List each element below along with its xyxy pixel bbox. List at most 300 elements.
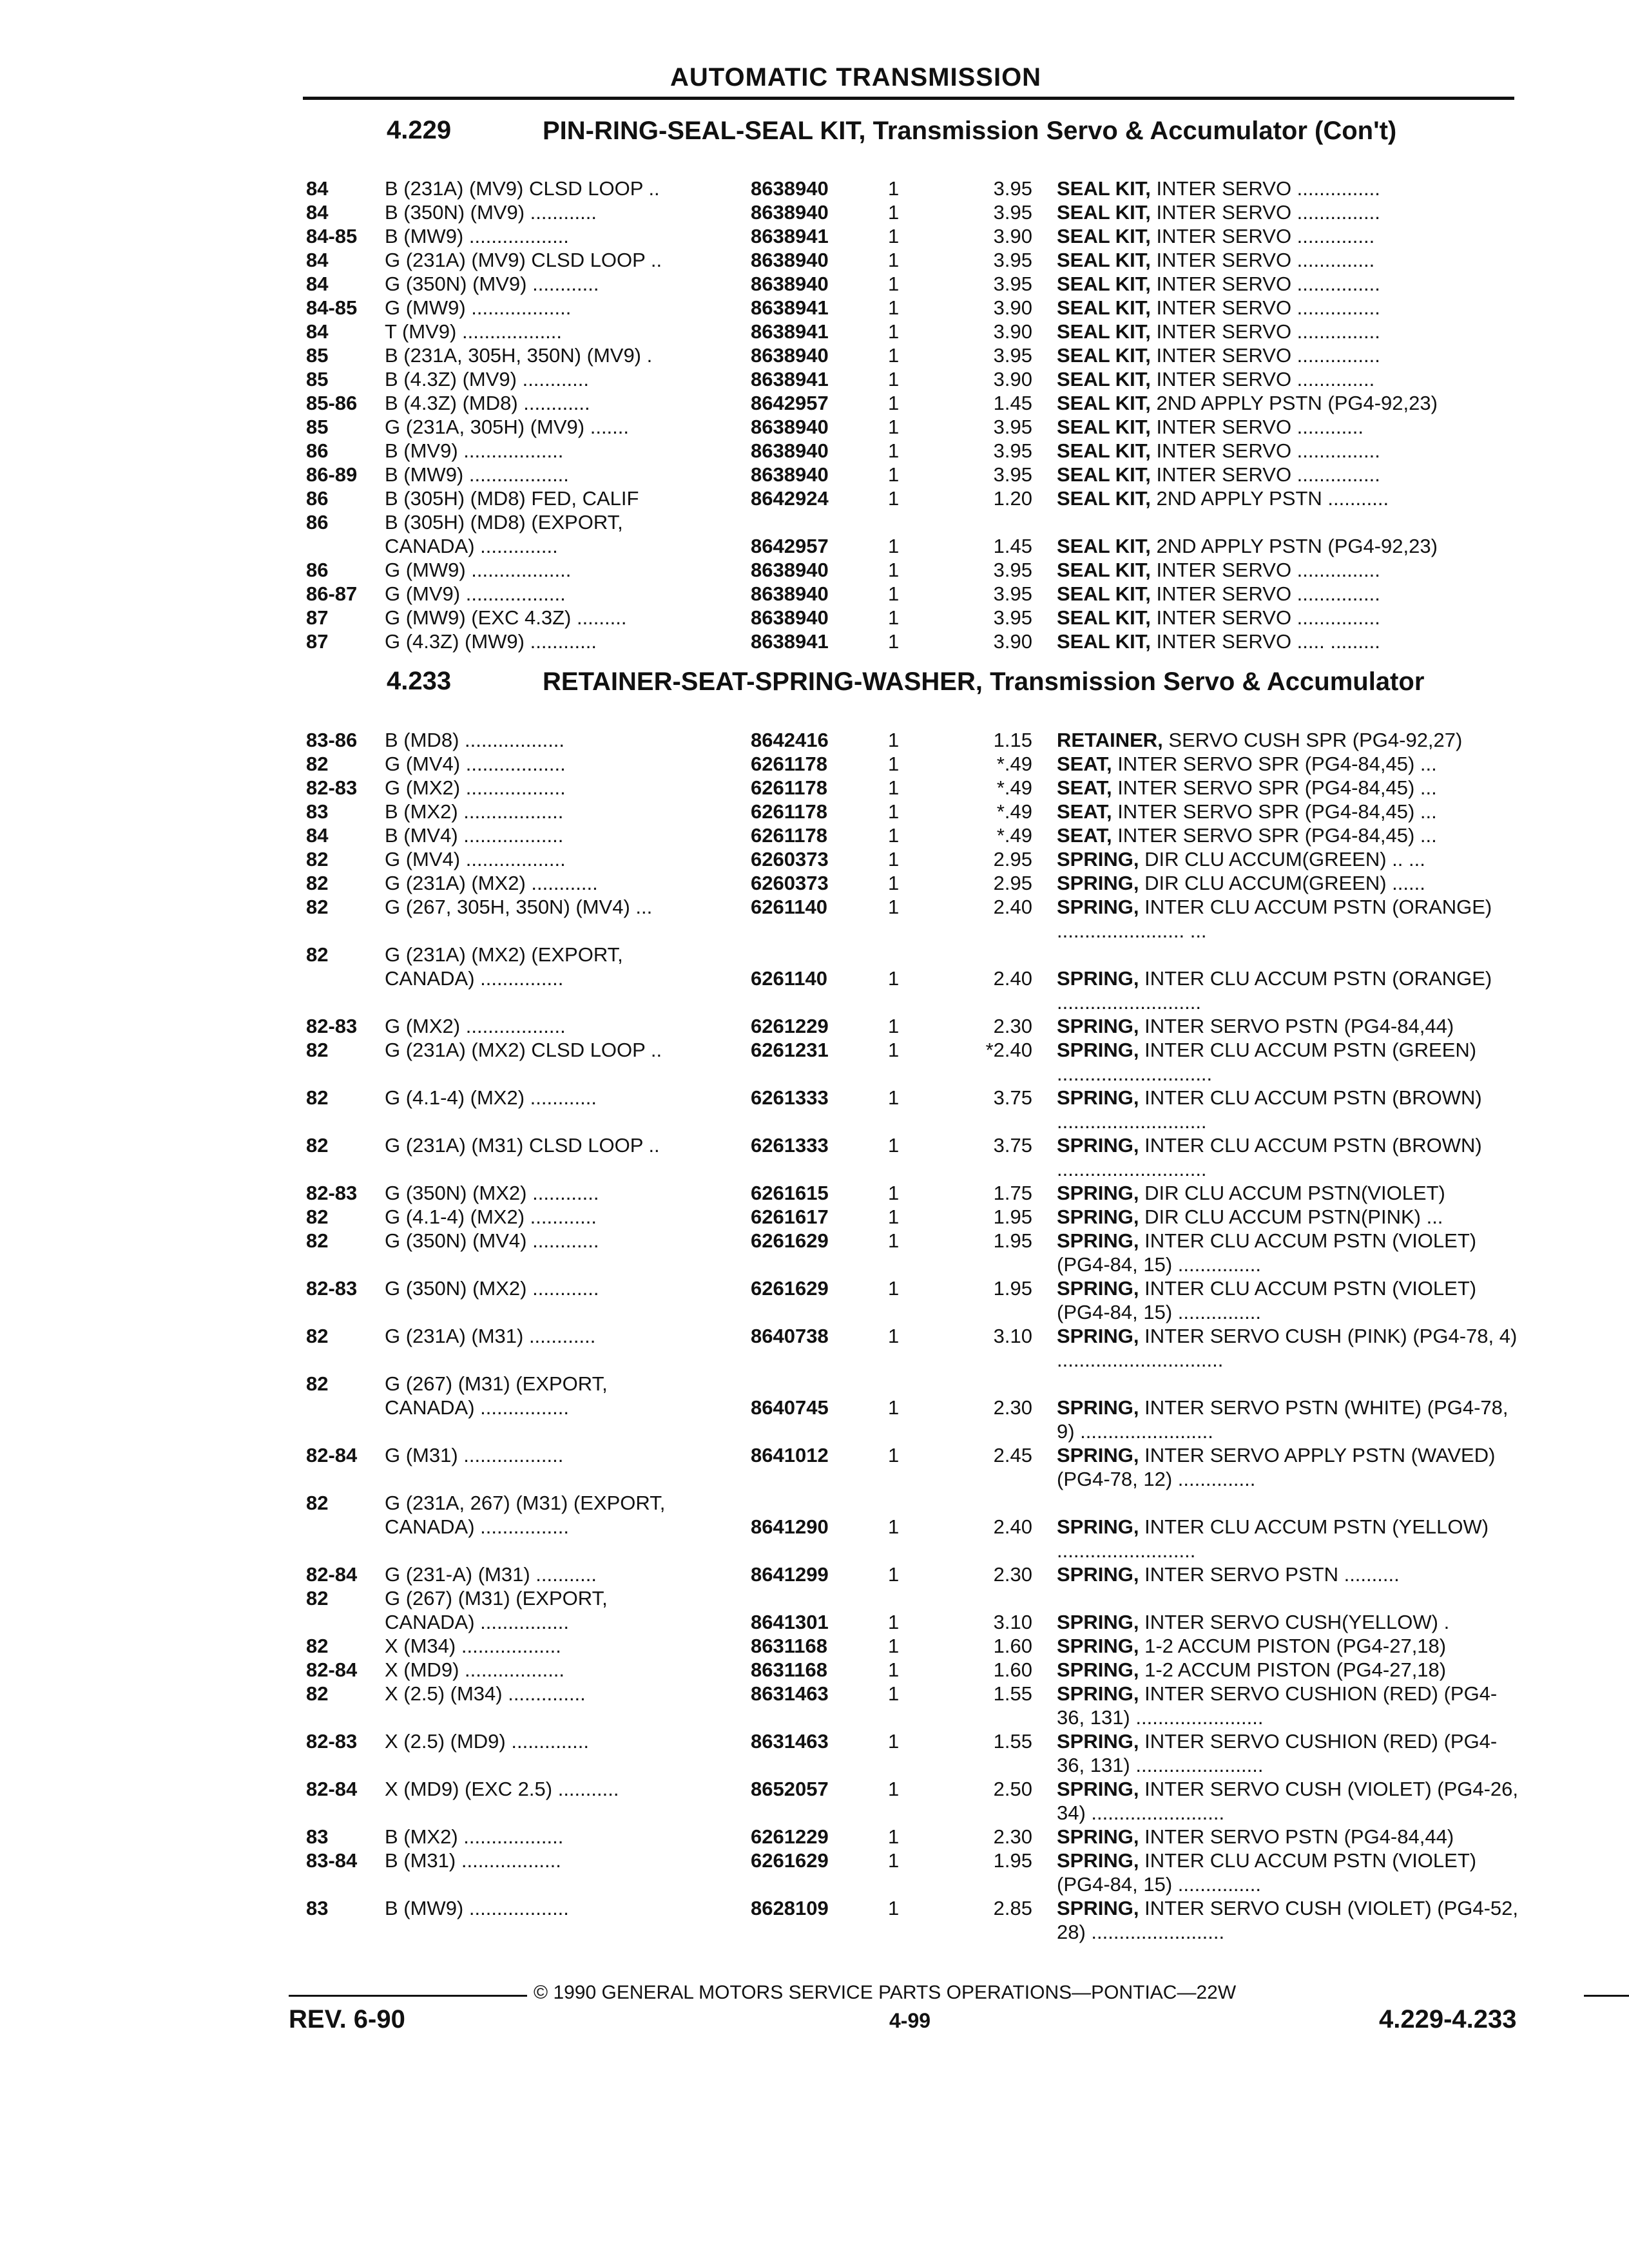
model-cell: CANADA) ................: [385, 1515, 569, 1538]
year-cell: 82: [306, 1587, 329, 1610]
description-keyword: SEAT,: [1057, 824, 1112, 847]
description-text: INTER SERVO ..............: [1156, 225, 1375, 247]
price-cell: 1.95: [993, 1206, 1032, 1228]
description-keyword: SPRING,: [1057, 1658, 1139, 1681]
description-cell: [1057, 606, 1521, 629]
description-text: INTER SERVO ...............: [1156, 559, 1380, 581]
price-cell: *.49: [996, 824, 1032, 847]
description-keyword: SEAL KIT,: [1057, 368, 1151, 390]
description-cell: [1057, 367, 1521, 391]
description-text: INTER SERVO ...............: [1156, 344, 1380, 367]
model-cell: G (MV4) ..................: [385, 848, 566, 870]
year-cell: 82: [306, 1229, 329, 1252]
description-keyword: SPRING,: [1057, 848, 1139, 870]
description-keyword: SPRING,: [1057, 1897, 1139, 1919]
description-cell: [1057, 486, 1521, 510]
description-cell: [1057, 1849, 1521, 1896]
quantity-cell: 1: [888, 1396, 900, 1419]
description-keyword: SPRING,: [1057, 1515, 1139, 1538]
table-row: [0, 510, 1629, 534]
model-cell: G (4.3Z) (MW9) ............: [385, 630, 597, 653]
table-row: [0, 1038, 1629, 1086]
table-row: [0, 776, 1629, 800]
table-row: [0, 728, 1629, 752]
year-cell: 82: [306, 1325, 329, 1347]
description-cell: [1057, 1229, 1521, 1276]
model-cell: B (305H) (MD8) (EXPORT,: [385, 511, 623, 533]
part-number-cell: 8631168: [751, 1658, 827, 1681]
description-text: 1-2 ACCUM PISTON (PG4-27,18): [1144, 1658, 1447, 1681]
price-cell: 3.95: [993, 273, 1032, 295]
description-keyword: SEAL KIT,: [1057, 463, 1151, 486]
table-row: [0, 296, 1629, 320]
quantity-cell: 1: [888, 824, 900, 847]
price-cell: 3.90: [993, 296, 1032, 319]
description-keyword: SPRING,: [1057, 1444, 1139, 1466]
model-cell: CANADA) ................: [385, 1611, 569, 1633]
year-cell: 82: [306, 896, 329, 918]
price-cell: 3.95: [993, 463, 1032, 486]
price-cell: 1.95: [993, 1849, 1032, 1872]
description-cell: [1057, 1086, 1521, 1133]
quantity-cell: 1: [888, 368, 900, 390]
description-keyword: SEAL KIT,: [1057, 273, 1151, 295]
description-keyword: SEAL KIT,: [1057, 535, 1151, 557]
model-cell: X (M34) ..................: [385, 1635, 561, 1657]
table-row: [0, 224, 1629, 248]
part-number-cell: 8640745: [751, 1396, 829, 1419]
price-cell: 3.75: [993, 1086, 1032, 1109]
table-row: [0, 871, 1629, 895]
year-cell: 83: [306, 800, 329, 823]
description-text: INTER CLU ACCUM PSTN (ORANGE) ..........................: [1057, 967, 1492, 1014]
model-cell: B (MD8) ..................: [385, 729, 565, 751]
description-cell: [1057, 463, 1521, 486]
quantity-cell: 1: [888, 630, 900, 653]
description-keyword: SEAL KIT,: [1057, 630, 1151, 653]
description-text: INTER CLU ACCUM PSTN (VIOLET) (PG4-84, 15) ...............: [1057, 1229, 1477, 1276]
table-row: [0, 943, 1629, 966]
model-cell: G (267) (M31) (EXPORT,: [385, 1372, 608, 1395]
part-number-cell: 8638941: [751, 630, 829, 653]
model-cell: G (350N) (MV9) ............: [385, 273, 599, 295]
price-cell: 3.95: [993, 249, 1032, 271]
model-cell: CANADA) ..............: [385, 535, 558, 557]
year-cell: 84: [306, 177, 329, 200]
model-cell: B (MX2) ..................: [385, 800, 564, 823]
model-cell: G (231A) (M31) ............: [385, 1325, 596, 1347]
description-cell: [1057, 439, 1521, 463]
price-cell: 3.90: [993, 630, 1032, 653]
model-cell: B (4.3Z) (MD8) ............: [385, 392, 590, 414]
part-number-cell: 8640738: [751, 1325, 829, 1347]
description-keyword: SEAL KIT,: [1057, 320, 1151, 343]
table-row: [0, 1634, 1629, 1658]
table-row: [0, 320, 1629, 343]
description-keyword: SPRING,: [1057, 1396, 1139, 1419]
year-cell: 86-89: [306, 463, 358, 486]
quantity-cell: 1: [888, 1325, 900, 1347]
description-keyword: SPRING,: [1057, 1778, 1139, 1800]
description-keyword: SPRING,: [1057, 1229, 1139, 1252]
quantity-cell: 1: [888, 1277, 900, 1300]
description-keyword: SEAL KIT,: [1057, 177, 1151, 200]
year-cell: 83: [306, 1897, 329, 1919]
description-cell: [1057, 272, 1521, 296]
description-text: INTER SERVO ...............: [1156, 606, 1380, 629]
table-row: [0, 847, 1629, 871]
footer-rule-right: [1584, 1995, 1629, 1997]
quantity-cell: 1: [888, 1134, 900, 1157]
part-number-cell: 6261178: [751, 776, 827, 799]
description-cell: [1057, 752, 1521, 776]
quantity-cell: 1: [888, 1515, 900, 1538]
price-cell: 3.95: [993, 201, 1032, 224]
description-text: SERVO CUSH SPR (PG4-92,27): [1168, 729, 1463, 751]
part-number-cell: 6261178: [751, 824, 827, 847]
description-keyword: SPRING,: [1057, 1206, 1139, 1228]
price-cell: 2.30: [993, 1825, 1032, 1848]
description-keyword: SEAL KIT,: [1057, 392, 1151, 414]
quantity-cell: 1: [888, 1635, 900, 1657]
part-number-cell: 8638940: [751, 177, 829, 200]
year-cell: 82: [306, 848, 329, 870]
year-cell: 82-84: [306, 1778, 358, 1800]
year-cell: 84: [306, 320, 329, 343]
part-number-cell: 8638940: [751, 582, 829, 605]
year-cell: 82: [306, 753, 329, 775]
description-text: INTER SERVO ...............: [1156, 273, 1380, 295]
quantity-cell: 1: [888, 392, 900, 414]
quantity-cell: 1: [888, 1182, 900, 1204]
model-cell: B (MW9) ..................: [385, 463, 569, 486]
part-number-cell: 8631463: [751, 1730, 829, 1753]
price-cell: 1.60: [993, 1635, 1032, 1657]
description-cell: [1057, 800, 1521, 823]
table-row: [0, 1586, 1629, 1610]
description-keyword: SPRING,: [1057, 967, 1139, 990]
description-keyword: SPRING,: [1057, 1277, 1139, 1300]
year-cell: 82: [306, 1492, 329, 1514]
description-keyword: SEAT,: [1057, 776, 1112, 799]
description-cell: [1057, 629, 1521, 653]
part-number-cell: 6261333: [751, 1134, 829, 1157]
price-cell: 3.95: [993, 559, 1032, 581]
table-row: [0, 606, 1629, 629]
quantity-cell: 1: [888, 1563, 900, 1586]
part-number-cell: 6261229: [751, 1825, 829, 1848]
model-cell: G (231A) (MV9) CLSD LOOP ..: [385, 249, 662, 271]
description-keyword: SEAT,: [1057, 800, 1112, 823]
description-text: INTER CLU ACCUM PSTN (GREEN) ............................: [1057, 1039, 1477, 1085]
price-cell: 3.10: [993, 1325, 1032, 1347]
description-cell: [1057, 534, 1521, 558]
table-row: [0, 1825, 1629, 1849]
quantity-cell: 1: [888, 439, 900, 462]
year-cell: 82-83: [306, 1015, 358, 1037]
description-keyword: SPRING,: [1057, 1611, 1139, 1633]
part-number-cell: 8638940: [751, 559, 829, 581]
description-keyword: SEAL KIT,: [1057, 606, 1151, 629]
description-cell: [1057, 1825, 1521, 1849]
model-cell: G (231A) (MX2) ............: [385, 872, 598, 894]
quantity-cell: 1: [888, 249, 900, 271]
part-number-cell: 6261617: [751, 1206, 829, 1228]
quantity-cell: 1: [888, 606, 900, 629]
section-number: 4.229: [387, 116, 452, 144]
part-number-cell: 8638941: [751, 225, 829, 247]
description-keyword: SPRING,: [1057, 1563, 1139, 1586]
model-cell: G (350N) (MX2) ............: [385, 1182, 599, 1204]
year-cell: 87: [306, 606, 329, 629]
model-cell: G (MV4) ..................: [385, 753, 566, 775]
quantity-cell: 1: [888, 296, 900, 319]
quantity-cell: 1: [888, 1730, 900, 1753]
part-number-cell: 8638940: [751, 463, 829, 486]
table-row: [0, 1896, 1629, 1944]
year-cell: 82: [306, 1134, 329, 1157]
description-cell: [1057, 391, 1521, 415]
year-cell: 83-86: [306, 729, 358, 751]
table-row: [0, 1014, 1629, 1038]
price-cell: 1.95: [993, 1277, 1032, 1300]
description-text: INTER SERVO CUSH (PINK) (PG4-78, 4) ..............................: [1057, 1325, 1518, 1371]
price-cell: 3.95: [993, 416, 1032, 438]
description-cell: [1057, 1324, 1521, 1372]
quantity-cell: 1: [888, 872, 900, 894]
footer-rule-left: [289, 1995, 527, 1997]
description-keyword: SEAL KIT,: [1057, 439, 1151, 462]
model-cell: G (231A) (MX2) CLSD LOOP ..: [385, 1039, 662, 1061]
part-number-cell: 8638940: [751, 439, 829, 462]
part-number-cell: 8638941: [751, 296, 829, 319]
description-text: INTER SERVO CUSH (VIOLET) (PG4-26, 34) ........................: [1057, 1778, 1519, 1824]
table-row: [0, 343, 1629, 367]
table-row: [0, 895, 1629, 943]
price-cell: 1.15: [993, 729, 1032, 751]
model-cell: G (4.1-4) (MX2) ............: [385, 1206, 597, 1228]
price-cell: *2.40: [985, 1039, 1032, 1061]
section-title: PIN-RING-SEAL-SEAL KIT, Transmission Servo & Accumulator (Con't): [543, 117, 1397, 145]
description-cell: [1057, 1682, 1521, 1729]
quantity-cell: 1: [888, 559, 900, 581]
description-text: INTER SERVO ...............: [1156, 296, 1380, 319]
price-cell: 2.30: [993, 1015, 1032, 1037]
part-number-cell: 8638940: [751, 201, 829, 224]
table-row: [0, 415, 1629, 439]
description-text: INTER SERVO ...............: [1156, 439, 1380, 462]
description-text: INTER SERVO PSTN (PG4-84,44): [1144, 1825, 1454, 1848]
description-text: INTER SERVO CUSH(YELLOW) .: [1144, 1611, 1450, 1633]
description-keyword: SEAT,: [1057, 753, 1112, 775]
model-cell: B (MV9) ..................: [385, 439, 564, 462]
table-row: [0, 1229, 1629, 1276]
table-row: [0, 534, 1629, 558]
quantity-cell: 1: [888, 776, 900, 799]
quantity-cell: 1: [888, 1682, 900, 1705]
description-cell: [1057, 177, 1521, 200]
year-cell: 82-84: [306, 1658, 358, 1681]
price-cell: 3.95: [993, 177, 1032, 200]
page-range: 4.229-4.233: [1379, 2005, 1517, 2033]
model-cell: X (2.5) (MD9) ..............: [385, 1730, 589, 1753]
model-cell: B (MW9) ..................: [385, 1897, 569, 1919]
description-cell: [1057, 582, 1521, 606]
table-row: [0, 1133, 1629, 1181]
year-cell: 86: [306, 511, 329, 533]
description-cell: [1057, 776, 1521, 800]
description-cell: [1057, 248, 1521, 272]
quantity-cell: 1: [888, 1229, 900, 1252]
quantity-cell: 1: [888, 1658, 900, 1681]
description-cell: [1057, 1205, 1521, 1229]
price-cell: 3.75: [993, 1134, 1032, 1157]
price-cell: 1.45: [993, 392, 1032, 414]
description-text: 2ND APPLY PSTN ...........: [1156, 487, 1389, 510]
price-cell: 2.40: [993, 896, 1032, 918]
description-cell: [1057, 1515, 1521, 1562]
description-cell: [1057, 895, 1521, 943]
model-cell: G (350N) (MV4) ............: [385, 1229, 599, 1252]
description-cell: [1057, 871, 1521, 895]
model-cell: X (MD9) ..................: [385, 1658, 565, 1681]
quantity-cell: 1: [888, 487, 900, 510]
description-keyword: SPRING,: [1057, 1325, 1139, 1347]
description-cell: [1057, 224, 1521, 248]
quantity-cell: 1: [888, 201, 900, 224]
quantity-cell: 1: [888, 177, 900, 200]
description-keyword: SPRING,: [1057, 1849, 1139, 1872]
model-cell: G (267, 305H, 350N) (MV4) ...: [385, 896, 653, 918]
year-cell: 83: [306, 1825, 329, 1848]
price-cell: 3.95: [993, 439, 1032, 462]
quantity-cell: 1: [888, 320, 900, 343]
description-cell: [1057, 1038, 1521, 1086]
description-text: DIR CLU ACCUM PSTN(PINK) ...: [1144, 1206, 1443, 1228]
part-number-cell: 8638941: [751, 320, 829, 343]
description-text: INTER SERVO ...............: [1156, 320, 1380, 343]
description-text: INTER SERVO CUSHION (RED) (PG4-36, 131) .......................: [1057, 1730, 1498, 1776]
price-cell: 2.50: [993, 1778, 1032, 1800]
quantity-cell: 1: [888, 1897, 900, 1919]
quantity-cell: 1: [888, 1444, 900, 1466]
description-cell: [1057, 1133, 1521, 1181]
model-cell: G (267) (M31) (EXPORT,: [385, 1587, 608, 1610]
table-row: [0, 966, 1629, 1014]
price-cell: 3.90: [993, 225, 1032, 247]
description-text: INTER SERVO APPLY PSTN (WAVED) (PG4-78, 12) ..............: [1057, 1444, 1496, 1490]
quantity-cell: 1: [888, 535, 900, 557]
description-text: INTER CLU ACCUM PSTN (BROWN) ...........................: [1057, 1086, 1482, 1133]
quantity-cell: 1: [888, 729, 900, 751]
price-cell: 2.95: [993, 872, 1032, 894]
description-text: INTER SERVO ...............: [1156, 201, 1380, 224]
price-cell: 1.75: [993, 1182, 1032, 1204]
top-rule: [303, 97, 1514, 100]
part-number-cell: 8642957: [751, 535, 829, 557]
revision-label: REV. 6-90: [289, 2005, 405, 2033]
description-keyword: SEAL KIT,: [1057, 225, 1151, 247]
model-cell: G (MW9) ..................: [385, 296, 572, 319]
price-cell: 2.40: [993, 967, 1032, 990]
price-cell: 1.55: [993, 1730, 1032, 1753]
table-row: [0, 1515, 1629, 1562]
year-cell: 86-87: [306, 582, 358, 605]
quantity-cell: 1: [888, 1825, 900, 1848]
table-row: [0, 1086, 1629, 1133]
model-cell: G (231A, 267) (M31) (EXPORT,: [385, 1492, 666, 1514]
description-cell: [1057, 1634, 1521, 1658]
year-cell: 84: [306, 249, 329, 271]
part-number-cell: 8641012: [751, 1444, 829, 1466]
year-cell: 85-86: [306, 392, 358, 414]
model-cell: T (MV9) ..................: [385, 320, 563, 343]
quantity-cell: 1: [888, 1778, 900, 1800]
part-number-cell: 8631463: [751, 1682, 829, 1705]
description-text: DIR CLU ACCUM(GREEN) ......: [1144, 872, 1425, 894]
part-number-cell: 6261140: [751, 896, 827, 918]
price-cell: *.49: [996, 753, 1032, 775]
model-cell: B (305H) (MD8) FED, CALIF: [385, 487, 639, 510]
description-keyword: SEAL KIT,: [1057, 487, 1151, 510]
model-cell: B (231A, 305H, 350N) (MV9) .: [385, 344, 653, 367]
description-text: INTER SERVO ..... .........: [1156, 630, 1380, 653]
part-number-cell: 8638940: [751, 249, 829, 271]
description-keyword: SPRING,: [1057, 872, 1139, 894]
part-number-cell: 8631168: [751, 1635, 827, 1657]
description-keyword: SPRING,: [1057, 896, 1139, 918]
part-number-cell: 8628109: [751, 1897, 829, 1919]
part-number-cell: 6261140: [751, 967, 827, 990]
table-row: [0, 558, 1629, 582]
description-cell: [1057, 1396, 1521, 1443]
part-number-cell: 6261178: [751, 753, 827, 775]
table-row: [0, 582, 1629, 606]
description-text: DIR CLU ACCUM(GREEN) .. ...: [1144, 848, 1425, 870]
table-row: [0, 1205, 1629, 1229]
description-text: INTER SERVO SPR (PG4-84,45) ...: [1117, 776, 1437, 799]
table-row: [0, 800, 1629, 823]
year-cell: 82-83: [306, 1277, 358, 1300]
price-cell: 2.95: [993, 848, 1032, 870]
table-row: [0, 1849, 1629, 1896]
model-cell: X (2.5) (M34) ..............: [385, 1682, 586, 1705]
model-cell: G (MX2) ..................: [385, 776, 566, 799]
quantity-cell: 1: [888, 582, 900, 605]
model-cell: B (231A) (MV9) CLSD LOOP ..: [385, 177, 660, 200]
price-cell: 3.95: [993, 606, 1032, 629]
model-cell: G (M31) ..................: [385, 1444, 564, 1466]
year-cell: 84: [306, 824, 329, 847]
table-row: [0, 367, 1629, 391]
price-cell: *.49: [996, 800, 1032, 823]
year-cell: 84: [306, 273, 329, 295]
year-cell: 86: [306, 559, 329, 581]
year-cell: 84-85: [306, 296, 358, 319]
price-cell: *.49: [996, 776, 1032, 799]
model-cell: B (MV4) ..................: [385, 824, 564, 847]
price-cell: 1.60: [993, 1658, 1032, 1681]
rows-4229: [0, 177, 1629, 653]
description-cell: [1057, 1443, 1521, 1491]
year-cell: 82: [306, 1039, 329, 1061]
table-row: [0, 752, 1629, 776]
quantity-cell: 1: [888, 1039, 900, 1061]
description-cell: [1057, 1181, 1521, 1205]
year-cell: 86: [306, 439, 329, 462]
description-text: INTER SERVO SPR (PG4-84,45) ...: [1117, 753, 1437, 775]
part-number-cell: 8638940: [751, 344, 829, 367]
